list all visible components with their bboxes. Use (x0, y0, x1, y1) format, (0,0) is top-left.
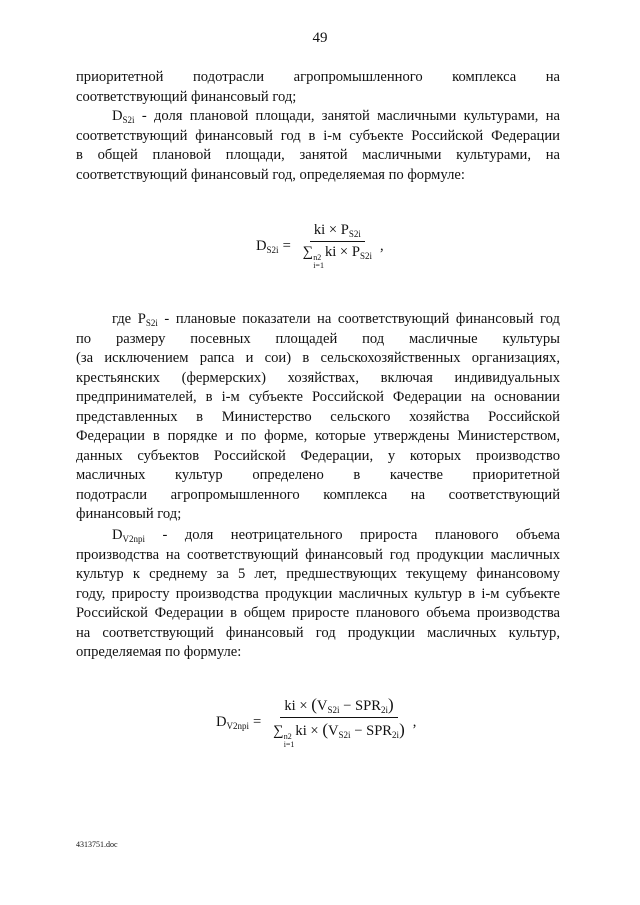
variable-name: D (112, 108, 123, 124)
text-line: соответствующий финансовый год; (76, 88, 297, 105)
text-line: подотрасли агропромышленного комплекса на соответствующий (76, 486, 560, 503)
paragraph-ps2i-definition (76, 310, 560, 525)
formula-tail: , (379, 237, 384, 254)
text-line: в общей плановой площади, занятой масличными культурами, на (76, 147, 560, 163)
formula-fraction (299, 222, 376, 270)
text-line: соответствующий финансовый год, определяемая по формуле: (76, 166, 465, 183)
text-line: предпринимателей, в i-м субъекте Российской Федерации на основании (76, 389, 560, 405)
text-line: определяемая по формуле: (76, 644, 242, 660)
text-line: (за исключением рапса и сои) в сельскохозяйственных организациях, (76, 350, 560, 366)
text-line: году, приросту производства продукции масличных культур в i-м субъекте (76, 585, 560, 602)
text-fragment: - доля плановой площади, занятой масличными культурами, на (134, 108, 560, 124)
paragraph-ds2i-definition (76, 107, 560, 185)
formula-numerator: ki × $P_{S2i}$ (310, 222, 365, 242)
text-line: где $P_{S2i}$ - плановые показатели на соответствующий финансовый год (112, 311, 560, 328)
text-line: Российской Федерации в общем приросте планового объема производства (76, 605, 560, 621)
variable-subscript: S2i (122, 115, 135, 125)
formula-numerator: ki × $(V_{S2i} - SPR_{2i})$ (280, 695, 397, 718)
formula-dv2npi (216, 695, 416, 749)
text-line: по размеру посевных площадей под масличные культуры (76, 330, 560, 347)
formula-lhs: $D_{V2npi}$ (216, 713, 250, 731)
text-line: данных субъектов Российской Федерации, у которых производство (76, 447, 560, 464)
formula-lhs: $D_{S2i}$ (256, 237, 279, 255)
text-line: финансовый год; (76, 506, 182, 522)
footer-filename: 4313751.doc (76, 840, 118, 849)
formula-fraction (269, 695, 408, 749)
text-line: представленных в Министерство сельского хозяйства Российской (76, 408, 560, 425)
text-line: крестьянских (фермерских) хозяйствах, включая индивидуальных (76, 369, 560, 386)
formula-tail: , (412, 713, 417, 730)
formula-ds2i (256, 222, 384, 270)
paragraph-dv2npi-definition (76, 526, 560, 663)
text-line: Федерации в порядке и по форме, которые утверждены Министерством, (76, 428, 560, 444)
text-line: производства на соответствующий финансовый год продукции масличных (76, 546, 560, 563)
text-line: $D_{V2npi}$ - доля неотрицательного прироста планового объема (112, 527, 560, 544)
page-number: 49 (312, 30, 328, 46)
text-line (76, 107, 560, 127)
text-line: культур к среднему за 5 лет, предшествующих текущему финансовому (76, 566, 560, 582)
formula-denominator: ∑ n2 i=1 ki × $(V_{S2i} - SPR_{2i})$ (273, 720, 405, 749)
formula-equals: = (253, 713, 262, 730)
text-line: на соответствующий финансовый год продукции масличных культур, (76, 624, 560, 641)
text-line: масличных культур определено в качестве приоритетной (76, 467, 560, 483)
formula-equals: = (282, 237, 291, 254)
paragraph-continuation (76, 68, 560, 107)
formula-denominator: ∑ n2 i=1 ki × $P_{S2i}$ (302, 244, 372, 270)
text-line: соответствующий финансовый год в i-м субъекте Российской Федерации (76, 127, 560, 144)
text-line: приоритетной подотрасли агропромышленного комплекса на (76, 69, 560, 85)
